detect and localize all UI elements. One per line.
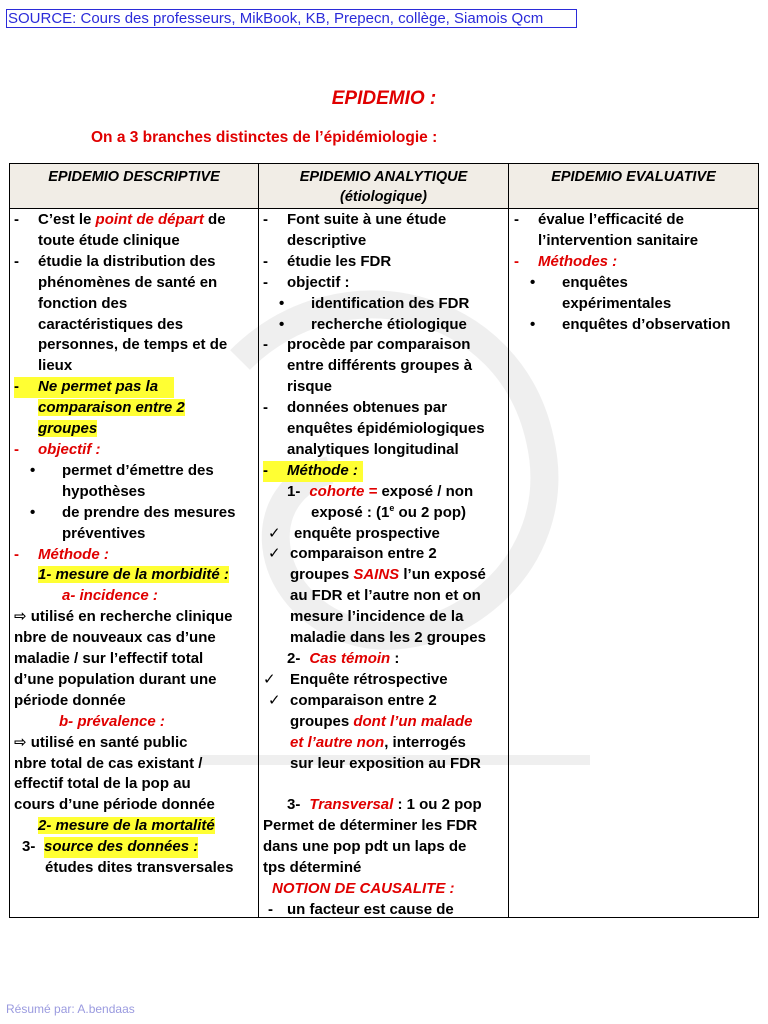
list-item: nbre total de cas existant / [14, 754, 203, 772]
highlighted-item: - Méthode : [263, 461, 504, 482]
header-evaluative: EPIDEMIO EVALUATIVE [509, 164, 758, 208]
list-item: personnes, de temps et de [38, 336, 228, 354]
arrow-right-icon: ⇨ [14, 733, 27, 751]
list-item: fonction des [38, 294, 128, 312]
list-item: risque [287, 378, 333, 396]
list-item: 3- Transversal : 1 ou 2 pop [287, 796, 482, 814]
spacer [263, 774, 504, 795]
page-title: EPIDEMIO : [331, 88, 437, 109]
list-item: 2- Cas témoin : [287, 650, 400, 667]
list-item: groupes SAINS l’un exposé [290, 566, 486, 584]
list-item: cours d’une période donnée [14, 796, 215, 814]
check-item: ✓ comparaison entre 2 [263, 544, 504, 565]
list-item: sur leur exposition au FDR [290, 754, 481, 772]
list-item: b- prévalence : [59, 712, 165, 730]
list-item: descriptive [287, 231, 367, 249]
list-item: tps déterminé [263, 859, 362, 877]
highlighted-item: 1- mesure de la morbidité : [38, 566, 229, 584]
bullet-item: • de prendre des mesures [30, 503, 236, 521]
list-item: ⇨ utilisé en santé public [14, 733, 188, 751]
checkmark-icon: ✓ [268, 524, 281, 542]
list-item: - un facteur est cause de [268, 900, 454, 918]
list-item: groupes dont l’un malade [290, 712, 473, 730]
list-item: dans une pop pdt un laps de [263, 838, 467, 856]
list-item: préventives [62, 524, 146, 542]
list-item: au FDR et l’autre non et on [290, 587, 481, 605]
list-item: lieux [38, 357, 73, 375]
list-item: - procède par comparaison [263, 336, 471, 354]
list-item: - C’est le point de départ de [14, 211, 226, 228]
list-item: a- incidence : [62, 587, 158, 605]
list-item: et l’autre non, interrogés [290, 733, 466, 751]
list-item: - étudie la distribution des [14, 252, 216, 270]
list-item: hypothèses [62, 482, 146, 500]
highlighted-item: 2- mesure de la mortalité [38, 817, 215, 835]
list-item: période donnée [14, 691, 126, 709]
bullet-item: • permet d’émettre des [30, 461, 214, 479]
header-descriptive: EPIDEMIO DESCRIPTIVE [10, 164, 258, 208]
table-border-left [9, 163, 10, 918]
list-item: - Méthode : [14, 545, 109, 563]
list-item: enquêtes épidémiologiques [287, 420, 485, 438]
list-item: - données obtenues par [263, 399, 448, 417]
list-item: l’intervention sanitaire [538, 231, 699, 249]
list-item: Permet de déterminer les FDR [263, 817, 478, 835]
highlighted-item: - Ne permet pas la [14, 377, 254, 398]
table-border-right [758, 163, 759, 918]
list-item: exposé : (1e ou 2 pop) [311, 502, 467, 521]
list-item: phénomènes de santé en [38, 273, 218, 291]
checkmark-icon: ✓ [268, 691, 281, 709]
list-item: - Font suite à une étude [263, 211, 447, 228]
list-item: 1- cohorte = exposé / non [287, 482, 474, 500]
list-item: maladie / sur l’effectif total [14, 650, 204, 668]
list-item: - étudie les FDR [263, 252, 392, 270]
list-item: études dites transversales [45, 859, 234, 877]
table-divider-1 [258, 163, 259, 918]
list-item: ⇨ utilisé en recherche clinique [14, 608, 233, 626]
list-item: analytiques longitudinal [287, 440, 459, 458]
bullet-item: • recherche étiologique [279, 315, 467, 333]
list-item: caractéristiques des [38, 315, 184, 333]
bullet-item: • enquêtes d’observation [530, 315, 731, 333]
check-item: ✓ comparaison entre 2 [263, 691, 504, 712]
list-item: maladie dans les 2 groupes [290, 629, 486, 647]
check-item: ✓ enquête prospective [263, 524, 504, 545]
highlighted-item: comparaison entre 2 [38, 399, 185, 417]
table-header-divider [9, 208, 759, 209]
list-item: - Méthodes : [514, 252, 618, 270]
table-divider-2 [508, 163, 509, 918]
column-evaluative [514, 210, 754, 335]
bullet-item: • identification des FDR [279, 294, 470, 312]
checkmark-icon: ✓ [263, 670, 276, 688]
arrow-right-icon: ⇨ [14, 608, 27, 626]
checkmark-icon: ✓ [268, 545, 281, 563]
highlighted-item: groupes [38, 420, 98, 438]
list-item: expérimentales [562, 294, 672, 312]
column-descriptive [14, 210, 254, 879]
list-item: toute étude clinique [38, 231, 180, 249]
list-item: - objectif : [14, 440, 101, 458]
list-item: nbre de nouveaux cas d’une [14, 629, 216, 647]
footer-credit: Résumé par: A.bendaas [6, 1002, 135, 1016]
list-item: 3- source des données : [14, 837, 254, 858]
list-item: d’une population durant une [14, 670, 217, 688]
list-item: effectif total de la pop au [14, 775, 191, 793]
list-item: NOTION DE CAUSALITE : [272, 879, 455, 897]
header-analytique: EPIDEMIO ANALYTIQUE (étiologique) [259, 164, 508, 208]
bullet-item: • enquêtes [530, 273, 628, 291]
column-analytique [263, 210, 504, 921]
list-item: - objectif : [263, 273, 350, 291]
source-link[interactable]: SOURCE: Cours des professeurs, MikBook, KB, Prepecn, collège, Siamois Qcm [6, 9, 577, 28]
branches-table [9, 163, 759, 918]
check-item: ✓ Enquête rétrospective [263, 670, 504, 691]
list-item: mesure l’incidence de la [290, 608, 464, 626]
list-item: - évalue l’efficacité de [514, 211, 684, 228]
page-subtitle: On a 3 branches distinctes de l’épidémiologie : [91, 129, 438, 146]
list-item: entre différents groupes à [287, 357, 473, 375]
